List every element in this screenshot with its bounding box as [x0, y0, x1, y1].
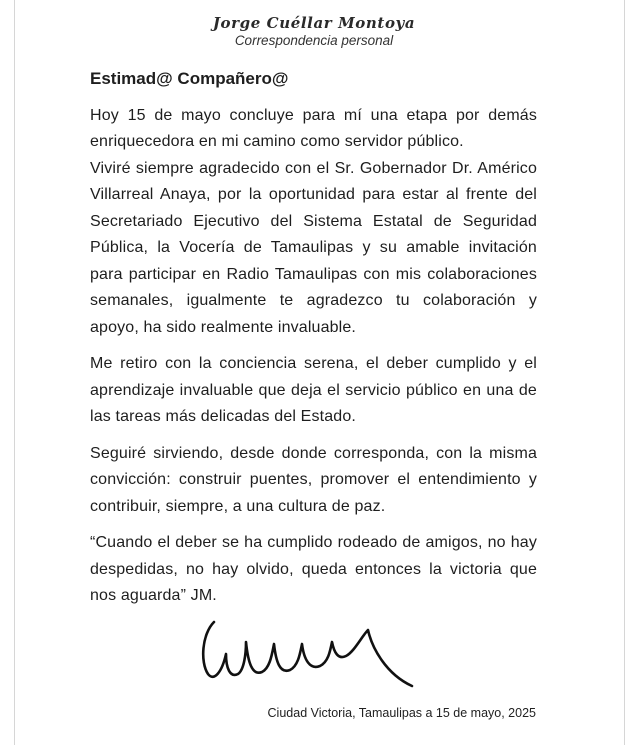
handwritten-signature — [200, 612, 430, 692]
salutation: Estimad@ Compañero@ — [90, 69, 289, 88]
letterhead-subtitle: Correspondencia personal — [234, 33, 394, 48]
paragraph-gratitude: Viviré siempre agradecido con el Sr. Gobernador Dr. Américo Villarreal Anaya, por la oportunidad para estar al frente del Secretariado Ejecutivo del Sistema Estatal de Seguridad Pública, la Vocería de Tamaulipas y su amable invitación para participar en Radio Tamaulipas con mis colaboraciones semanales, igualmente te agradezco tu colaboración y apoyo, ha sido realmente invaluable. — [90, 159, 537, 336]
letterhead-name: Jorge Cuéllar Montoya — [212, 14, 416, 32]
paragraph-commitment: Seguiré sirviendo, desde donde corresponda, con la misma convicción: construir puentes, promover el entendimiento y contribuir, siempre, a una cultura de paz. — [90, 444, 537, 515]
place-and-date: Ciudad Victoria, Tamaulipas a 15 de mayo, 2025 — [267, 706, 536, 720]
letterhead — [0, 14, 628, 48]
paragraph-retirement: Me retiro con la conciencia serena, el deber cumplido y el aprendizaje invaluable que deja el servicio público en una de las tareas más delicadas del Estado. — [90, 355, 537, 425]
page-edge-right — [624, 0, 625, 745]
letter-body — [90, 66, 537, 620]
paragraph-intro: Hoy 15 de mayo concluye para mí una etapa por demás enriquecedora en mi camino como servidor público. — [90, 106, 537, 150]
page-edge-left — [14, 0, 15, 745]
paragraph-quote: “Cuando el deber se ha cumplido rodeado de amigos, no hay despedidas, no hay olvido, queda entonces la victoria que nos aguarda” JM. — [90, 534, 537, 604]
